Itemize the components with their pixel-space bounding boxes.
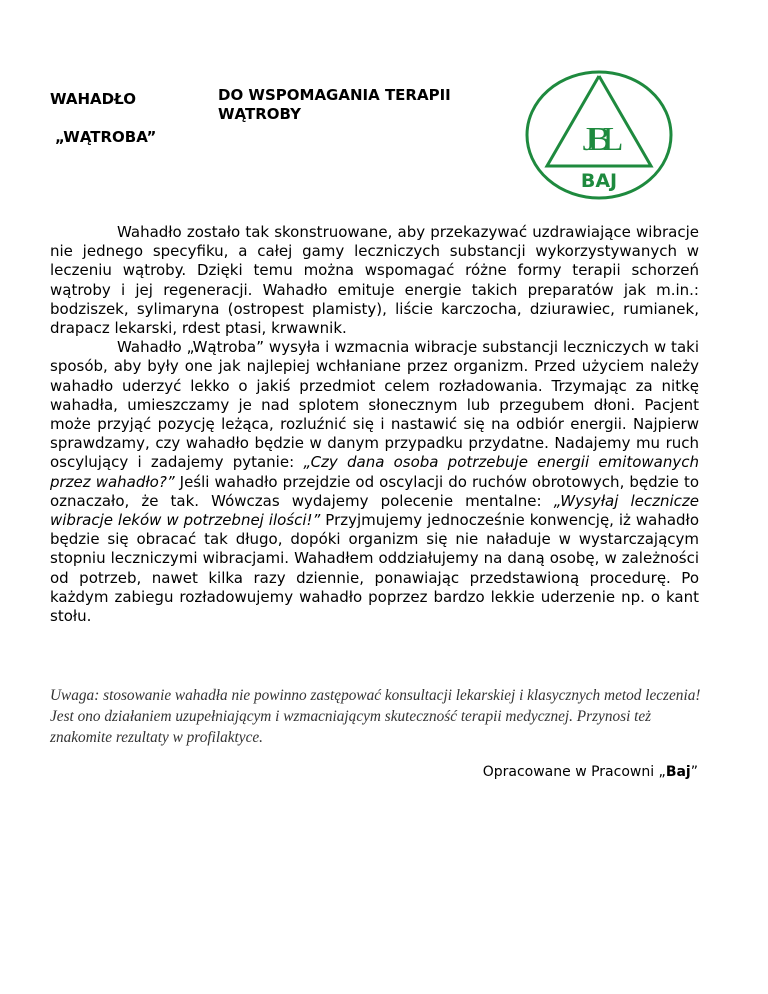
paragraph-2: [50, 338, 699, 626]
logo-monogram: JBL: [582, 121, 616, 158]
paragraph-1: Wahadło zostało tak skonstruowane, aby przekazywać uzdrawiające wibracje nie jednego specyfiku, a całej gamy leczniczych substancji wykorzystywanych w leczeniu wątroby. Dzięki temu można wspomagać różne formy terapii schorzeń wątroby i jej regeneracji. Wahadło emituje energie takich preparatów jak m.in.: bodziszek, sylimaryna (ostropest plamisty), liście karczocha, dziurawiec, rumianek, drapacz lekarski, rdest ptasi, krwawnik.: [50, 223, 699, 338]
product-subtitle: „WĄTROBA”: [55, 128, 157, 146]
credit-suffix: ”: [690, 764, 698, 780]
logo-text: BAJ: [580, 170, 618, 192]
credit-line: [483, 763, 698, 781]
baj-logo: [524, 70, 674, 200]
warning-note: Uwaga: stosowanie wahadła nie powinno zastępować konsultacji lekarskiej i klasycznych metod leczenia! Jest ono działaniem uzupełniającym i wzmacniającym skuteczność terapii medycznej. Przynosi też znakomite rezultaty w profilaktyce.: [50, 687, 701, 746]
paragraph-2-middle: Jeśli wahadło przejdzie od oscylacji do ruchów obrotowych, będzie to oznaczało, że tak. Wówczas wydajemy polecenie mentalne:: [50, 472, 699, 510]
credit-name: Baj: [665, 764, 691, 780]
credit-prefix: Opracowane w Pracowni „: [482, 764, 666, 780]
paragraph-2-intro: Wahadło „Wątroba” wysyła i wzmacnia wibracje substancji leczniczych w taki sposób, aby były one jak najlepiej wchłaniane przez organizm. Przed użyciem należy wahadło uderzyć lekko o jakiś przedmiot celem rozładowania. Trzymając za nitkę wahadła, umieszczamy je nad splotem słonecznym lub przegubem dłoni. Pacjent może przyjąć pozycję leżąca, rozluźnić się i nastawić się na odbiór energii. Najpierw sprawdzamy, czy wahadło będzie w danym przypadku przydatne. Nadajemy mu ruch oscylujący i zadajemy pytanie:: [50, 338, 699, 472]
product-title: WAHADŁO: [50, 90, 136, 108]
command-quote: „Wysyłaj lecznicze wibracje leków w potrzebnej ilości!”: [50, 491, 699, 530]
product-purpose: DO WSPOMAGANIA TERAPII WĄTROBY: [218, 86, 451, 123]
question-quote: „Czy dana osoba potrzebuje energii emitowanych przez wahadło?”: [50, 453, 699, 491]
paragraph-2-end: Przyjmujemy jednocześnie konwencję, iż wahadło będzie się obracać tak długo, dopóki organizm się nie naładuje w wystarczającym stopniu leczniczymi wibracjami. Wahadłem oddziałujemy na daną osobę, w zależności od potrzeb, nawet kilka razy dziennie, ponawiając przedstawioną procedurę. Po każdym zabiegu rozładowujemy wahadło poprzez bardzo lekkie uderzenie np. o kant stołu.: [50, 511, 699, 626]
body-text: [50, 223, 699, 626]
